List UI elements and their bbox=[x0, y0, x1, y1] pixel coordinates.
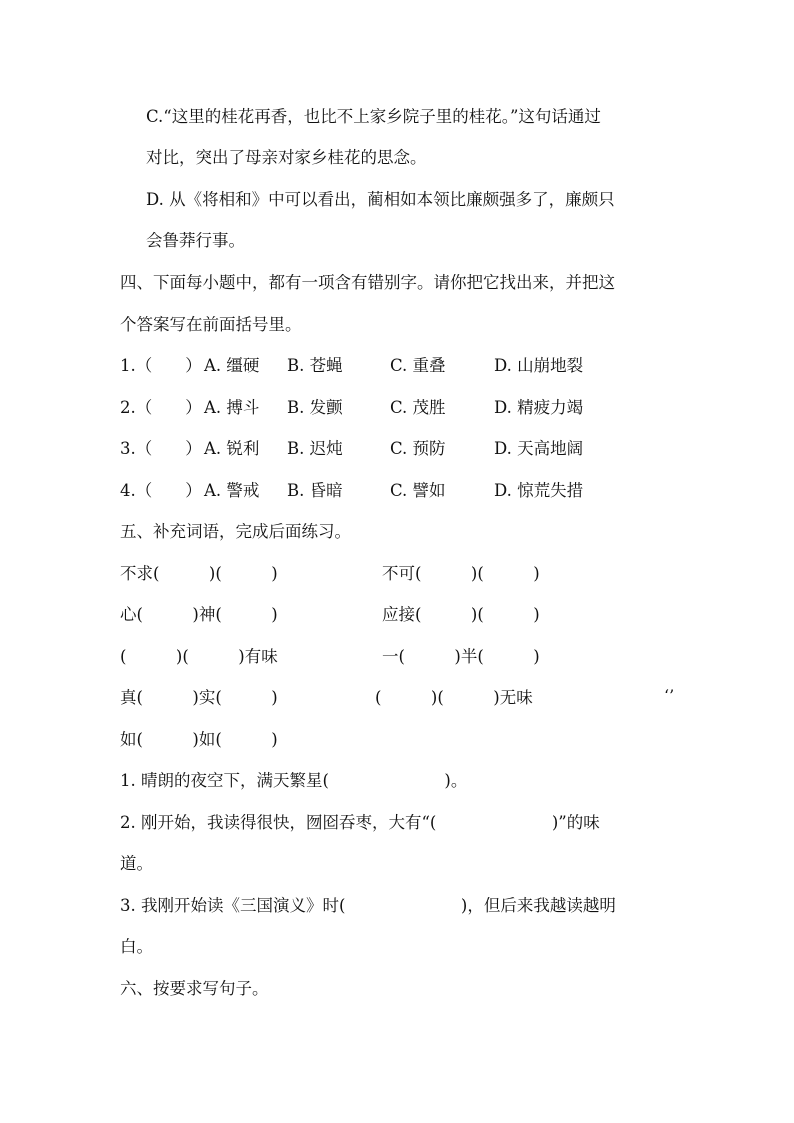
item-option-b: B. 迟炖 bbox=[287, 439, 343, 458]
item-option-c: C. 茂胜 bbox=[390, 398, 446, 417]
item-option-b: B. 发颤 bbox=[287, 398, 343, 417]
item-option-a: A. 警戒 bbox=[204, 481, 260, 500]
item-option-b: B. 昏暗 bbox=[287, 481, 343, 500]
item-number: 1.（ ） bbox=[120, 356, 202, 375]
item-option-a: A. 搏斗 bbox=[204, 398, 260, 417]
idiom-left: 真( )实( ) bbox=[120, 688, 278, 707]
idiom-left: 心( )神( ) bbox=[120, 605, 278, 624]
section4-title-line2: 个答案写在前面括号里。 bbox=[120, 315, 302, 334]
idiom-right: 不可( )( ) bbox=[382, 564, 540, 583]
section6-title: 六、按要求写句子。 bbox=[120, 979, 269, 998]
item-option-d: D. 精疲力竭 bbox=[494, 398, 584, 417]
exercise-q1: 1. 晴朗的夜空下，满天繁星( )。 bbox=[120, 771, 468, 790]
section5-title: 五、补充词语，完成后面练习。 bbox=[120, 522, 351, 541]
idiom-right: ( )( )无味 bbox=[375, 688, 533, 707]
idiom-right: 应接( )( ) bbox=[382, 605, 540, 624]
item-option-a: A. 缰硬 bbox=[204, 356, 260, 375]
idiom-left: ( )( )有味 bbox=[120, 647, 278, 666]
exercise-q2-line2: 道。 bbox=[120, 854, 153, 873]
exercise-q2-line1: 2. 刚开始，我读得很快，囫囵吞枣，大有“( )”的味 bbox=[120, 813, 600, 832]
exercise-q3-line1: 3. 我刚开始读《三国演义》时( )，但后来我越读越明 bbox=[120, 896, 616, 915]
idiom-left: 如( )如( ) bbox=[120, 730, 278, 749]
stray-quote-mark: ‘’ bbox=[664, 686, 675, 705]
item-option-d: D. 山崩地裂 bbox=[494, 356, 584, 375]
option-d-line2: 会鲁莽行事。 bbox=[146, 231, 245, 250]
option-d-line1: D. 从《将相和》中可以看出，蔺相如本领比廉颇强多了，廉颇只 bbox=[146, 190, 615, 209]
idiom-left: 不求( )( ) bbox=[120, 564, 278, 583]
exercise-q3-line2: 白。 bbox=[120, 937, 153, 956]
section4-title-line1: 四、下面每小题中，都有一项含有错别字。请你把它找出来，并把这 bbox=[120, 273, 615, 292]
item-number: 3.（ ） bbox=[120, 439, 202, 458]
idiom-right: 一( )半( ) bbox=[382, 647, 540, 666]
item-option-d: D. 天高地阔 bbox=[494, 439, 584, 458]
item-option-a: A. 锐利 bbox=[204, 439, 260, 458]
item-option-d: D. 惊荒失措 bbox=[494, 481, 584, 500]
item-number: 4.（ ） bbox=[120, 481, 202, 500]
option-c-line2: 对比，突出了母亲对家乡桂花的思念。 bbox=[146, 148, 427, 167]
item-option-b: B. 苍蝇 bbox=[287, 356, 343, 375]
item-option-c: C. 重叠 bbox=[390, 356, 446, 375]
item-option-c: C. 譬如 bbox=[390, 481, 446, 500]
item-number: 2.（ ） bbox=[120, 398, 202, 417]
option-c-line1: C.“这里的桂花再香，也比不上家乡院子里的桂花。”这句话通过 bbox=[146, 107, 601, 126]
item-option-c: C. 预防 bbox=[390, 439, 446, 458]
